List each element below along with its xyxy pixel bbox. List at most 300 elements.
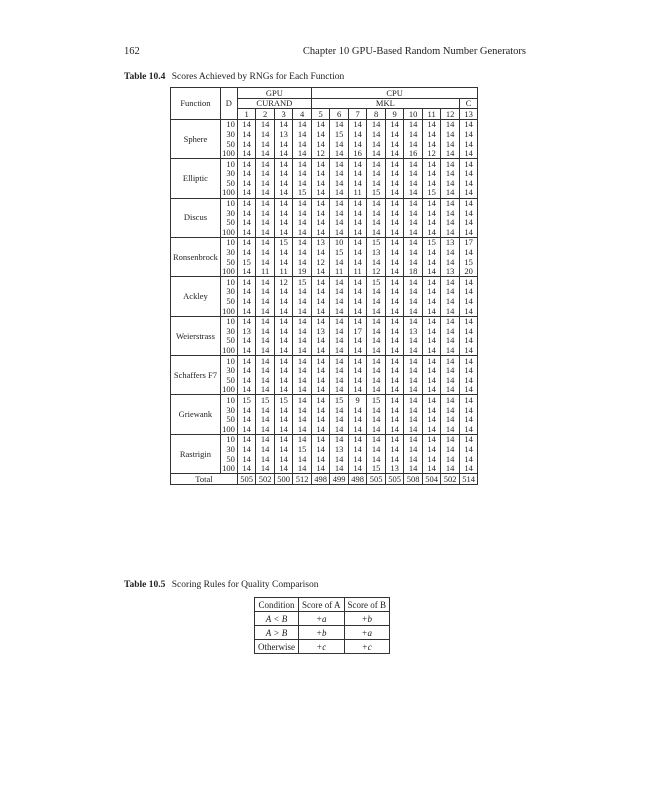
score-cell: 15 — [459, 257, 478, 267]
score-cell: 14 — [422, 198, 441, 208]
score-cell: 14 — [441, 149, 460, 159]
score-cell: 9 — [348, 395, 367, 405]
score-cell: 14 — [274, 424, 293, 434]
score-cell: 14 — [385, 424, 404, 434]
score-cell: 14 — [441, 316, 460, 326]
score-cell: 14 — [385, 267, 404, 277]
score-cell: 14 — [330, 218, 349, 228]
score-cell: 14 — [422, 316, 441, 326]
score-cell: 14 — [293, 178, 312, 188]
score-cell: 13 — [311, 237, 330, 247]
dimension-cell: 50 — [220, 257, 237, 267]
rules-header-cell: Condition — [255, 598, 299, 612]
score-cell: 14 — [441, 306, 460, 316]
score-cell: 14 — [348, 356, 367, 366]
score-cell: 14 — [237, 119, 256, 129]
score-cell: 14 — [385, 375, 404, 385]
score-cell: 14 — [293, 139, 312, 149]
score-cell: 14 — [237, 444, 256, 454]
score-cell: 14 — [367, 454, 386, 464]
rules-cell: +b — [344, 612, 390, 626]
rng-id-cell: 3 — [274, 109, 293, 120]
score-cell: 14 — [274, 149, 293, 159]
score-cell: 15 — [330, 395, 349, 405]
score-cell: 14 — [311, 218, 330, 228]
score-cell: 14 — [256, 248, 275, 258]
score-cell: 13 — [311, 326, 330, 336]
score-cell: 14 — [311, 345, 330, 355]
dimension-cell: 10 — [220, 159, 237, 169]
score-cell: 14 — [404, 296, 423, 306]
rng-id-cell: 13 — [459, 109, 478, 120]
total-cell: 505 — [385, 474, 404, 485]
score-cell: 14 — [237, 306, 256, 316]
score-cell: 14 — [348, 237, 367, 247]
score-cell: 14 — [422, 178, 441, 188]
score-cell: 14 — [274, 218, 293, 228]
score-cell: 15 — [256, 395, 275, 405]
score-cell: 14 — [404, 159, 423, 169]
rules-cell: +b — [299, 626, 345, 640]
table-row — [171, 119, 478, 129]
score-cell: 14 — [274, 296, 293, 306]
table-10-4-caption — [124, 72, 344, 82]
score-cell: 14 — [367, 149, 386, 159]
score-cell: 12 — [311, 257, 330, 267]
score-cell: 16 — [404, 149, 423, 159]
score-cell: 14 — [385, 356, 404, 366]
dimension-cell: 10 — [220, 237, 237, 247]
score-cell: 14 — [237, 248, 256, 258]
rules-cell: Otherwise — [255, 640, 299, 654]
score-cell: 14 — [237, 227, 256, 237]
score-cell: 14 — [459, 345, 478, 355]
score-cell: 14 — [385, 405, 404, 415]
dimension-cell: 30 — [220, 326, 237, 336]
score-cell: 14 — [237, 345, 256, 355]
page-number: 162 — [124, 46, 140, 57]
score-cell: 14 — [293, 464, 312, 474]
score-cell: 14 — [422, 444, 441, 454]
score-cell: 14 — [404, 375, 423, 385]
score-cell: 17 — [348, 326, 367, 336]
score-cell: 14 — [385, 326, 404, 336]
score-cell: 14 — [459, 227, 478, 237]
score-cell: 16 — [348, 149, 367, 159]
score-cell: 14 — [256, 149, 275, 159]
score-cell: 14 — [237, 296, 256, 306]
score-cell: 14 — [348, 345, 367, 355]
rules-cell: +c — [299, 640, 345, 654]
score-cell: 14 — [459, 159, 478, 169]
dimension-cell: 10 — [220, 198, 237, 208]
score-cell: 14 — [274, 434, 293, 444]
score-cell: 14 — [311, 454, 330, 464]
score-cell: 15 — [293, 277, 312, 287]
score-cell: 14 — [385, 178, 404, 188]
score-cell: 14 — [274, 306, 293, 316]
score-cell: 14 — [311, 277, 330, 287]
rng-id-cell: 1 — [237, 109, 256, 120]
score-cell: 14 — [274, 405, 293, 415]
dimension-cell: 100 — [220, 424, 237, 434]
score-cell: 14 — [404, 415, 423, 425]
total-label: Total — [171, 474, 238, 485]
score-cell: 14 — [422, 287, 441, 297]
score-cell: 15 — [367, 464, 386, 474]
score-cell: 15 — [293, 444, 312, 454]
table-row — [171, 159, 478, 169]
score-cell: 14 — [367, 208, 386, 218]
score-cell: 14 — [311, 306, 330, 316]
score-cell: 14 — [385, 395, 404, 405]
dimension-cell: 50 — [220, 178, 237, 188]
dimension-cell: 50 — [220, 296, 237, 306]
score-cell: 14 — [256, 326, 275, 336]
score-cell: 14 — [367, 198, 386, 208]
score-cell: 15 — [293, 188, 312, 198]
dimension-cell: 50 — [220, 415, 237, 425]
score-cell: 14 — [422, 277, 441, 287]
score-cell: 14 — [330, 336, 349, 346]
sub-header-curand: CURAND — [237, 98, 311, 109]
score-cell: 14 — [311, 227, 330, 237]
score-cell: 14 — [404, 316, 423, 326]
score-cell: 14 — [404, 208, 423, 218]
score-cell: 14 — [293, 415, 312, 425]
score-cell: 14 — [441, 227, 460, 237]
score-cell: 14 — [441, 287, 460, 297]
score-cell: 14 — [404, 464, 423, 474]
score-cell: 14 — [348, 277, 367, 287]
table-row — [171, 277, 478, 287]
score-cell: 14 — [311, 267, 330, 277]
score-cell: 14 — [367, 444, 386, 454]
function-name: Sphere — [171, 119, 221, 158]
dimension-cell: 10 — [220, 395, 237, 405]
rules-cell: A > B — [255, 626, 299, 640]
score-cell: 14 — [348, 178, 367, 188]
table-label: Table 10.5 — [124, 580, 166, 590]
score-cell: 10 — [330, 237, 349, 247]
score-cell: 14 — [348, 454, 367, 464]
score-cell: 14 — [274, 119, 293, 129]
score-cell: 14 — [330, 464, 349, 474]
rng-id-cell: 10 — [404, 109, 423, 120]
score-cell: 14 — [256, 218, 275, 228]
score-cell: 14 — [293, 405, 312, 415]
score-cell: 14 — [237, 287, 256, 297]
score-cell: 14 — [274, 454, 293, 464]
score-cell: 14 — [274, 385, 293, 395]
score-cell: 14 — [256, 296, 275, 306]
score-cell: 14 — [385, 129, 404, 139]
score-cell: 14 — [293, 296, 312, 306]
score-cell: 14 — [256, 316, 275, 326]
score-cell: 14 — [441, 424, 460, 434]
score-cell: 15 — [237, 395, 256, 405]
score-cell: 14 — [256, 385, 275, 395]
score-cell: 14 — [311, 178, 330, 188]
score-cell: 14 — [348, 129, 367, 139]
dimension-cell: 30 — [220, 366, 237, 376]
score-cell: 14 — [367, 434, 386, 444]
rules-header-row — [255, 598, 390, 612]
score-cell: 14 — [330, 326, 349, 336]
dimension-cell: 50 — [220, 454, 237, 464]
table-row — [171, 356, 478, 366]
score-cell: 14 — [385, 119, 404, 129]
dimension-cell: 10 — [220, 434, 237, 444]
score-cell: 14 — [404, 405, 423, 415]
score-cell: 14 — [367, 296, 386, 306]
total-cell: 514 — [459, 474, 478, 485]
score-cell: 14 — [237, 237, 256, 247]
dimension-cell: 30 — [220, 287, 237, 297]
function-name: Schaffers F7 — [171, 356, 221, 395]
score-cell: 14 — [237, 385, 256, 395]
score-cell: 14 — [459, 454, 478, 464]
score-cell: 11 — [348, 267, 367, 277]
score-cell: 14 — [441, 366, 460, 376]
score-cell: 14 — [293, 356, 312, 366]
score-cell: 14 — [441, 444, 460, 454]
score-cell: 14 — [459, 169, 478, 179]
score-cell: 14 — [422, 434, 441, 444]
score-cell: 14 — [237, 356, 256, 366]
score-cell: 14 — [348, 424, 367, 434]
function-name: Griewank — [171, 395, 221, 434]
score-cell: 14 — [459, 385, 478, 395]
function-name: Discus — [171, 198, 221, 237]
score-cell: 14 — [441, 248, 460, 258]
function-name: Ackley — [171, 277, 221, 316]
total-cell: 502 — [441, 474, 460, 485]
score-cell: 14 — [293, 257, 312, 267]
score-cell: 13 — [385, 464, 404, 474]
score-cell: 13 — [404, 326, 423, 336]
score-cell: 14 — [441, 277, 460, 287]
dimension-cell: 10 — [220, 277, 237, 287]
score-cell: 14 — [330, 257, 349, 267]
score-cell: 14 — [293, 227, 312, 237]
rules-row — [255, 626, 390, 640]
score-cell: 14 — [367, 356, 386, 366]
score-cell: 14 — [459, 139, 478, 149]
dimension-cell: 50 — [220, 139, 237, 149]
score-cell: 14 — [348, 366, 367, 376]
score-cell: 14 — [422, 257, 441, 267]
score-cell: 14 — [459, 395, 478, 405]
group-header-cpu: CPU — [311, 88, 478, 99]
score-cell: 14 — [459, 306, 478, 316]
score-cell: 14 — [237, 464, 256, 474]
score-cell: 14 — [441, 159, 460, 169]
score-cell: 14 — [367, 424, 386, 434]
col-header-function: Function — [171, 88, 221, 120]
score-cell: 14 — [441, 326, 460, 336]
rules-cell: +a — [299, 612, 345, 626]
score-cell: 14 — [459, 415, 478, 425]
score-cell: 14 — [256, 159, 275, 169]
score-cell: 14 — [422, 424, 441, 434]
score-cell: 14 — [293, 287, 312, 297]
score-cell: 14 — [237, 366, 256, 376]
score-cell: 14 — [459, 424, 478, 434]
dimension-cell: 50 — [220, 375, 237, 385]
score-cell: 14 — [330, 434, 349, 444]
score-cell: 14 — [385, 287, 404, 297]
chapter-title: Chapter 10 GPU-Based Random Number Generators — [302, 46, 526, 57]
score-cell: 14 — [274, 159, 293, 169]
score-cell: 14 — [348, 415, 367, 425]
score-cell: 14 — [404, 178, 423, 188]
rules-cell: +c — [344, 640, 390, 654]
score-cell: 14 — [385, 227, 404, 237]
function-name: Elliptic — [171, 159, 221, 198]
score-cell: 14 — [293, 395, 312, 405]
score-cell: 14 — [385, 149, 404, 159]
score-cell: 14 — [293, 385, 312, 395]
score-cell: 14 — [274, 287, 293, 297]
score-cell: 14 — [311, 139, 330, 149]
dimension-cell: 50 — [220, 218, 237, 228]
score-cell: 14 — [385, 277, 404, 287]
score-cell: 14 — [385, 415, 404, 425]
score-cell: 14 — [256, 237, 275, 247]
dimension-cell: 100 — [220, 345, 237, 355]
score-cell: 14 — [311, 159, 330, 169]
score-cell: 14 — [385, 336, 404, 346]
rules-row — [255, 612, 390, 626]
dimension-cell: 10 — [220, 356, 237, 366]
score-cell: 19 — [293, 267, 312, 277]
score-cell: 14 — [330, 356, 349, 366]
score-cell: 14 — [459, 287, 478, 297]
score-cell: 14 — [441, 169, 460, 179]
score-cell: 14 — [459, 119, 478, 129]
rng-id-cell: 8 — [367, 109, 386, 120]
score-cell: 14 — [237, 218, 256, 228]
rng-id-cell: 12 — [441, 109, 460, 120]
total-cell: 500 — [274, 474, 293, 485]
col-header-d: D — [220, 88, 237, 120]
score-cell: 14 — [293, 129, 312, 139]
score-cell: 14 — [459, 129, 478, 139]
score-cell: 14 — [422, 366, 441, 376]
score-cell: 14 — [330, 345, 349, 355]
score-cell: 14 — [256, 444, 275, 454]
score-cell: 14 — [348, 405, 367, 415]
score-cell: 14 — [274, 139, 293, 149]
score-cell: 14 — [237, 267, 256, 277]
score-cell: 11 — [348, 188, 367, 198]
scores-table — [170, 87, 478, 485]
score-cell: 14 — [293, 326, 312, 336]
score-cell: 14 — [274, 444, 293, 454]
dimension-cell: 10 — [220, 316, 237, 326]
score-cell: 14 — [311, 366, 330, 376]
score-cell: 12 — [367, 267, 386, 277]
score-cell: 14 — [330, 188, 349, 198]
score-cell: 14 — [367, 316, 386, 326]
score-cell: 14 — [348, 444, 367, 454]
score-cell: 14 — [274, 316, 293, 326]
score-cell: 14 — [459, 366, 478, 376]
score-cell: 14 — [256, 356, 275, 366]
score-cell: 14 — [459, 316, 478, 326]
total-cell: 512 — [293, 474, 312, 485]
rules-header-cell: Score of A — [299, 598, 345, 612]
rules-cell: +a — [344, 626, 390, 640]
score-cell: 14 — [293, 345, 312, 355]
score-cell: 14 — [293, 208, 312, 218]
score-cell: 14 — [422, 336, 441, 346]
score-cell: 14 — [367, 306, 386, 316]
score-cell: 14 — [367, 227, 386, 237]
score-cell: 14 — [404, 257, 423, 267]
score-cell: 14 — [441, 345, 460, 355]
score-cell: 14 — [330, 139, 349, 149]
function-name: Rastrigin — [171, 434, 221, 473]
score-cell: 14 — [422, 345, 441, 355]
score-cell: 14 — [237, 415, 256, 425]
score-cell: 14 — [422, 139, 441, 149]
dimension-cell: 30 — [220, 248, 237, 258]
dimension-cell: 30 — [220, 208, 237, 218]
sub-header-c: C — [459, 98, 478, 109]
score-cell: 14 — [311, 198, 330, 208]
score-cell: 14 — [422, 129, 441, 139]
score-cell: 14 — [311, 405, 330, 415]
function-name: Ronsenbrock — [171, 237, 221, 276]
score-cell: 14 — [441, 218, 460, 228]
score-cell: 14 — [330, 375, 349, 385]
score-cell: 14 — [441, 119, 460, 129]
score-cell: 14 — [311, 248, 330, 258]
score-cell: 14 — [237, 198, 256, 208]
score-cell: 14 — [459, 464, 478, 474]
score-cell: 14 — [330, 149, 349, 159]
score-cell: 14 — [293, 198, 312, 208]
score-cell: 17 — [459, 237, 478, 247]
table-row — [171, 395, 478, 405]
score-cell: 14 — [422, 208, 441, 218]
score-cell: 14 — [441, 257, 460, 267]
score-cell: 14 — [404, 119, 423, 129]
score-cell: 14 — [293, 248, 312, 258]
score-cell: 14 — [274, 366, 293, 376]
score-cell: 14 — [422, 464, 441, 474]
score-cell: 14 — [274, 464, 293, 474]
score-cell: 14 — [311, 169, 330, 179]
table-label: Table 10.4 — [124, 72, 166, 82]
score-cell: 14 — [385, 434, 404, 444]
score-cell: 14 — [237, 169, 256, 179]
score-cell: 14 — [330, 296, 349, 306]
score-cell: 14 — [422, 415, 441, 425]
score-cell: 14 — [385, 237, 404, 247]
score-cell: 14 — [459, 444, 478, 454]
score-cell: 15 — [330, 248, 349, 258]
score-cell: 14 — [459, 375, 478, 385]
score-cell: 14 — [256, 198, 275, 208]
score-cell: 14 — [237, 208, 256, 218]
score-cell: 14 — [404, 227, 423, 237]
dimension-cell: 30 — [220, 169, 237, 179]
score-cell: 14 — [404, 198, 423, 208]
score-cell: 14 — [441, 454, 460, 464]
